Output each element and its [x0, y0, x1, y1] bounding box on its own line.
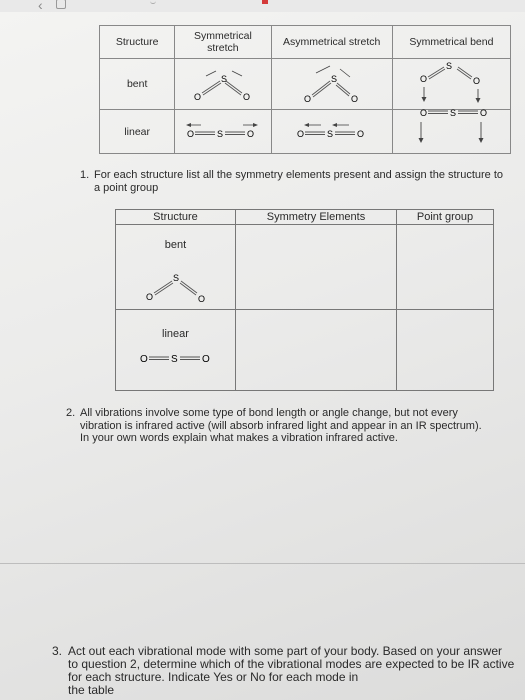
structure-label-bent: bent	[164, 239, 187, 251]
linear-sym-stretch-cell	[175, 110, 271, 154]
header-symmetrical-stretch: Symmetrical stretch	[175, 26, 271, 59]
bent-asym-stretch-diagram	[292, 61, 372, 105]
structure-label-linear: linear	[162, 328, 189, 340]
atom-s: S	[330, 73, 337, 84]
atom-o: O	[186, 129, 194, 139]
atom-s: S	[173, 273, 180, 283]
symmetry-elements-table	[115, 209, 494, 391]
atom-o: O	[246, 129, 254, 139]
bent-sym-bend-diagram	[406, 61, 496, 105]
linear-asym-stretch-diagram	[287, 115, 377, 145]
atom-o: O	[193, 91, 201, 102]
bent-sym-bend-cell	[392, 59, 510, 110]
header-symmetry-elements: Symmetry Elements	[236, 210, 397, 225]
atom-o: O	[350, 93, 358, 104]
tab-icon[interactable]	[56, 0, 66, 9]
table-row	[100, 59, 511, 110]
atom-o: O	[356, 129, 364, 139]
atom-s: S	[216, 129, 223, 139]
question-number: 1.	[80, 169, 90, 181]
question-text: to question 2, determine which of the vibrational modes are expected to be IR active	[68, 657, 515, 671]
atom-s: S	[171, 354, 178, 365]
atom-o: O	[140, 354, 148, 365]
table-row	[116, 310, 494, 391]
question-number: 3.	[52, 644, 63, 658]
linear-molecule-diagram	[138, 350, 218, 366]
table-row	[116, 225, 494, 310]
symmetry-elements-cell-bent[interactable]	[236, 225, 397, 310]
atom-o: O	[242, 91, 250, 102]
curve-icon	[150, 0, 156, 4]
question-text: for each structure. Indicate Yes or No for each mode in	[68, 670, 359, 684]
atom-o: O	[480, 108, 488, 118]
question-number: 2.	[66, 407, 76, 419]
question-text: Act out each vibrational mode with some part of your body. Based on your answer	[68, 644, 503, 658]
atom-o: O	[473, 75, 481, 86]
structure-cell-linear	[116, 310, 236, 391]
structure-cell-bent	[116, 225, 236, 310]
question-2	[66, 407, 525, 445]
top-toolbar	[0, 0, 525, 12]
atom-s: S	[446, 60, 453, 71]
bent-molecule-diagram	[142, 269, 212, 303]
linear-sym-stretch-diagram	[183, 115, 263, 145]
point-group-cell-bent[interactable]	[397, 225, 494, 310]
atom-o: O	[198, 294, 206, 303]
row-label-bent: bent	[100, 59, 175, 110]
linear-bend-molecule	[418, 104, 500, 120]
bent-sym-stretch-cell	[175, 59, 271, 110]
atom-s: S	[450, 108, 457, 118]
header-structure: Structure	[116, 210, 236, 225]
question-1	[80, 169, 520, 195]
table-row	[116, 210, 494, 225]
atom-o: O	[146, 292, 154, 302]
atom-s: S	[220, 73, 227, 84]
back-chevron-icon[interactable]: ‹	[38, 0, 43, 13]
atom-o: O	[420, 73, 428, 84]
header-symmetrical-bend: Symmetrical bend	[392, 26, 510, 59]
bent-asym-stretch-cell	[271, 59, 392, 110]
question-3	[52, 645, 525, 697]
question-text: In your own words explain what makes a vibration infrared active.	[80, 432, 398, 444]
symmetry-elements-cell-linear[interactable]	[236, 310, 397, 391]
red-marker-icon	[262, 0, 268, 4]
header-point-group: Point group	[397, 210, 494, 225]
question-text: For each structure list all the symmetry elements present and assign the structure to	[94, 169, 504, 181]
vibrational-modes-table	[99, 25, 511, 154]
header-asymmetrical-stretch: Asymmetrical stretch	[271, 26, 392, 59]
linear-asym-stretch-cell	[271, 110, 392, 154]
section-divider	[0, 563, 525, 564]
question-text: the table	[68, 683, 115, 697]
question-text: All vibrations involve some type of bond length or angle change, but not every	[80, 407, 458, 419]
atom-s: S	[326, 129, 333, 139]
question-text: vibration is infrared active (will absorb infrared light and appear in an IR spectrum).	[80, 419, 482, 432]
question-text: a point group	[94, 182, 159, 194]
header-structure: Structure	[100, 26, 175, 59]
point-group-cell-linear[interactable]	[397, 310, 494, 391]
row-label-linear: linear	[100, 110, 175, 154]
bent-sym-stretch-diagram	[188, 63, 258, 103]
table-row	[100, 26, 511, 59]
atom-o: O	[420, 108, 428, 118]
atom-o: O	[303, 93, 311, 104]
atom-o: O	[202, 354, 210, 365]
atom-o: O	[296, 129, 304, 139]
